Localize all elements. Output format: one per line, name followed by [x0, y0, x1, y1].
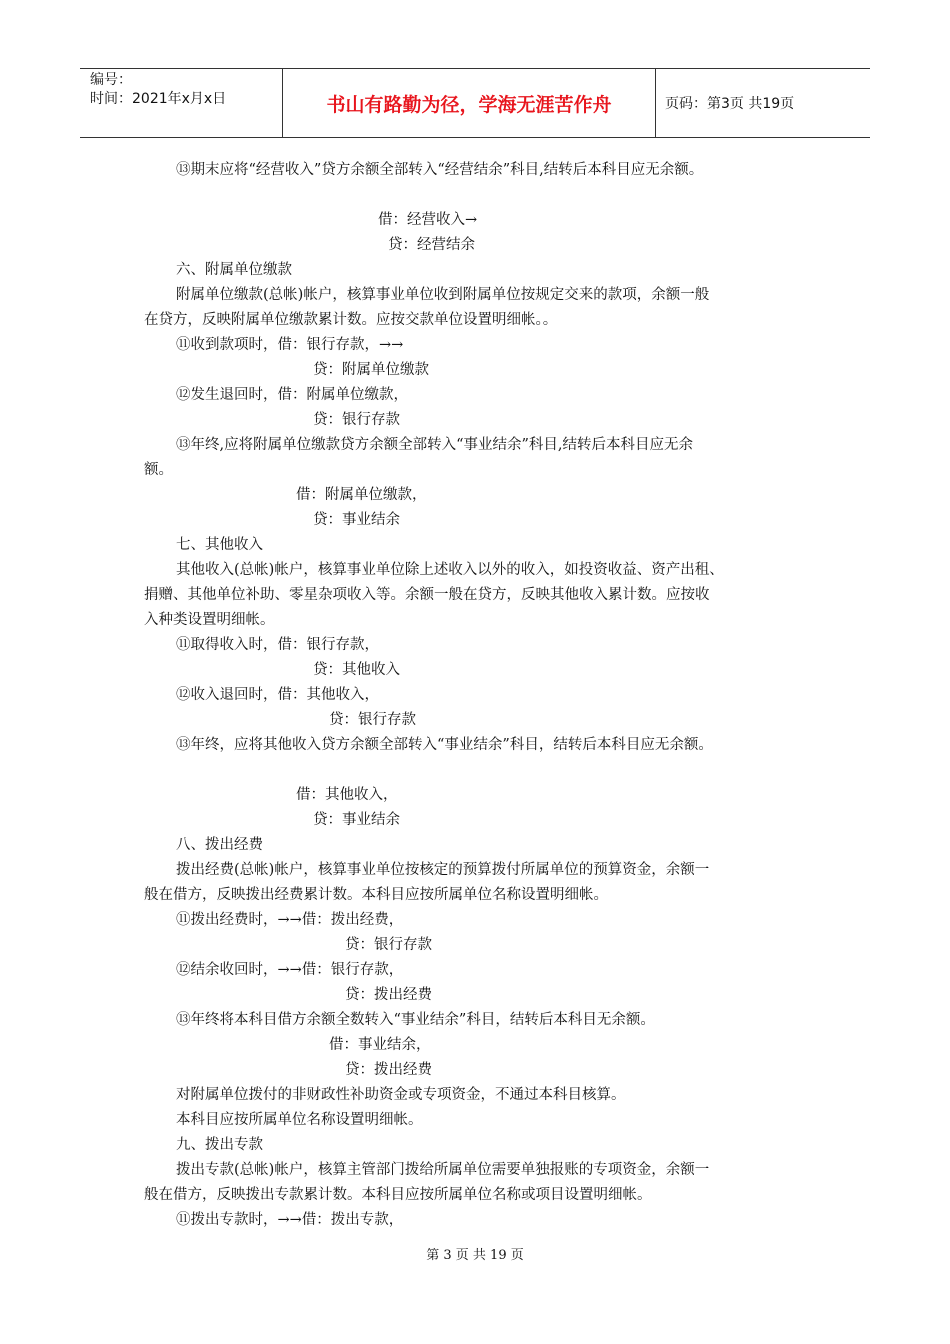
text-line: 贷：其他收入 — [313, 662, 400, 678]
header-left — [80, 69, 282, 137]
text-line: ⑬年终将本科目借方余额全数转入“事业结余”科目，结转后本科目无余额。 — [176, 1012, 655, 1028]
text-line: 捐赠、其他单位补助、零星杂项收入等。余额一般在贷方，反映其他收入累计数。应按收 — [144, 587, 710, 603]
text-line: 贷：拨出经费 — [345, 1062, 432, 1078]
text-line: 对附属单位拨付的非财政性补助资金或专项资金，不通过本科目核算。 — [176, 1087, 626, 1103]
text-line: 额。 — [144, 462, 173, 478]
text-line: 贷：经营结余 — [388, 237, 475, 253]
text-line: 般在借方，反映拨出经费累计数。本科目应按所属单位名称设置明细帐。 — [144, 887, 608, 903]
section-heading: 八、拨出经费 — [176, 837, 263, 853]
text-line: 拨出专款(总帐)帐户，核算主管部门拨给所属单位需要单独报账的专项资金，余额一 — [176, 1162, 710, 1178]
text-line: ⑫结余收回时，→→借：银行存款， — [176, 962, 404, 978]
text-line: 贷：事业结余 — [313, 812, 400, 828]
page-indicator: 页码：第3页 共19页 — [665, 96, 795, 112]
text-line: 拨出经费(总帐)帐户，核算事业单位按核定的预算拨付所属单位的预算资金，余额一 — [176, 862, 710, 878]
text-line: ⑪取得收入时，借：银行存款， — [176, 637, 379, 653]
text-line: 般在借方，反映拨出专款累计数。本科目应按所属单位名称或项目设置明细帐。 — [144, 1187, 652, 1203]
text-line: 贷：银行存款 — [345, 937, 432, 953]
text-line: ⑬年终，应将其他收入贷方余额全部转入“事业结余”科目，结转后本科目应无余额。 — [176, 737, 713, 753]
text-line: 贷：拨出经费 — [345, 987, 432, 1003]
text-line: 其他收入(总帐)帐户，核算事业单位除上述收入以外的收入，如投资收益、资产出租、 — [176, 562, 724, 578]
text-line: 贷：银行存款 — [313, 412, 400, 428]
number-label: 编号： — [90, 72, 132, 88]
section-heading: 九、拨出专款 — [176, 1137, 263, 1153]
text-line: ⑬期末应将“经营收入”贷方余额全部转入“经营结余”科目,结转后本科目应无余额。 — [176, 162, 704, 178]
text-line: 贷：事业结余 — [313, 512, 400, 528]
section-heading: 六、附属单位缴款 — [176, 262, 292, 278]
text-line: ⑫发生退回时，借：附属单位缴款， — [176, 387, 408, 403]
motto: 书山有路勤为径，学海无涯苦作舟 — [282, 69, 656, 137]
text-line: 贷：银行存款 — [329, 712, 416, 728]
text-line: ⑫收入退回时，借：其他收入， — [176, 687, 379, 703]
page-footer: 第 3 页 共 19 页 — [426, 1248, 524, 1263]
text-line: 借：经营收入→ — [378, 212, 478, 228]
text-line: 贷：附属单位缴款 — [313, 362, 429, 378]
text-line: ⑬年终,应将附属单位缴款贷方余额全部转入“事业结余”科目,结转后本科目应无余 — [176, 437, 694, 453]
text-line: 借：附属单位缴款， — [296, 487, 427, 503]
text-line: ⑪收到款项时，借：银行存款，→→ — [176, 337, 404, 353]
text-line: 借：事业结余， — [329, 1037, 431, 1053]
text-line: 本科目应按所属单位名称设置明细帐。 — [176, 1112, 423, 1128]
page-header — [80, 68, 870, 138]
text-line: 借：其他收入， — [296, 787, 398, 803]
section-heading: 七、其他收入 — [176, 537, 263, 553]
text-line: 入种类设置明细帐。 — [144, 612, 275, 628]
text-line: 附属单位缴款(总帐)帐户，核算事业单位收到附属单位按规定交来的款项，余额一般 — [176, 287, 710, 303]
text-line: 在贷方，反映附属单位缴款累计数。应按交款单位设置明细帐。。 — [144, 312, 558, 328]
text-line: ⑪拨出专款时，→→借：拨出专款， — [176, 1212, 404, 1228]
text-line: ⑪拨出经费时，→→借：拨出经费， — [176, 912, 404, 928]
date-label: 时间：2021年x月x日 — [90, 91, 227, 107]
